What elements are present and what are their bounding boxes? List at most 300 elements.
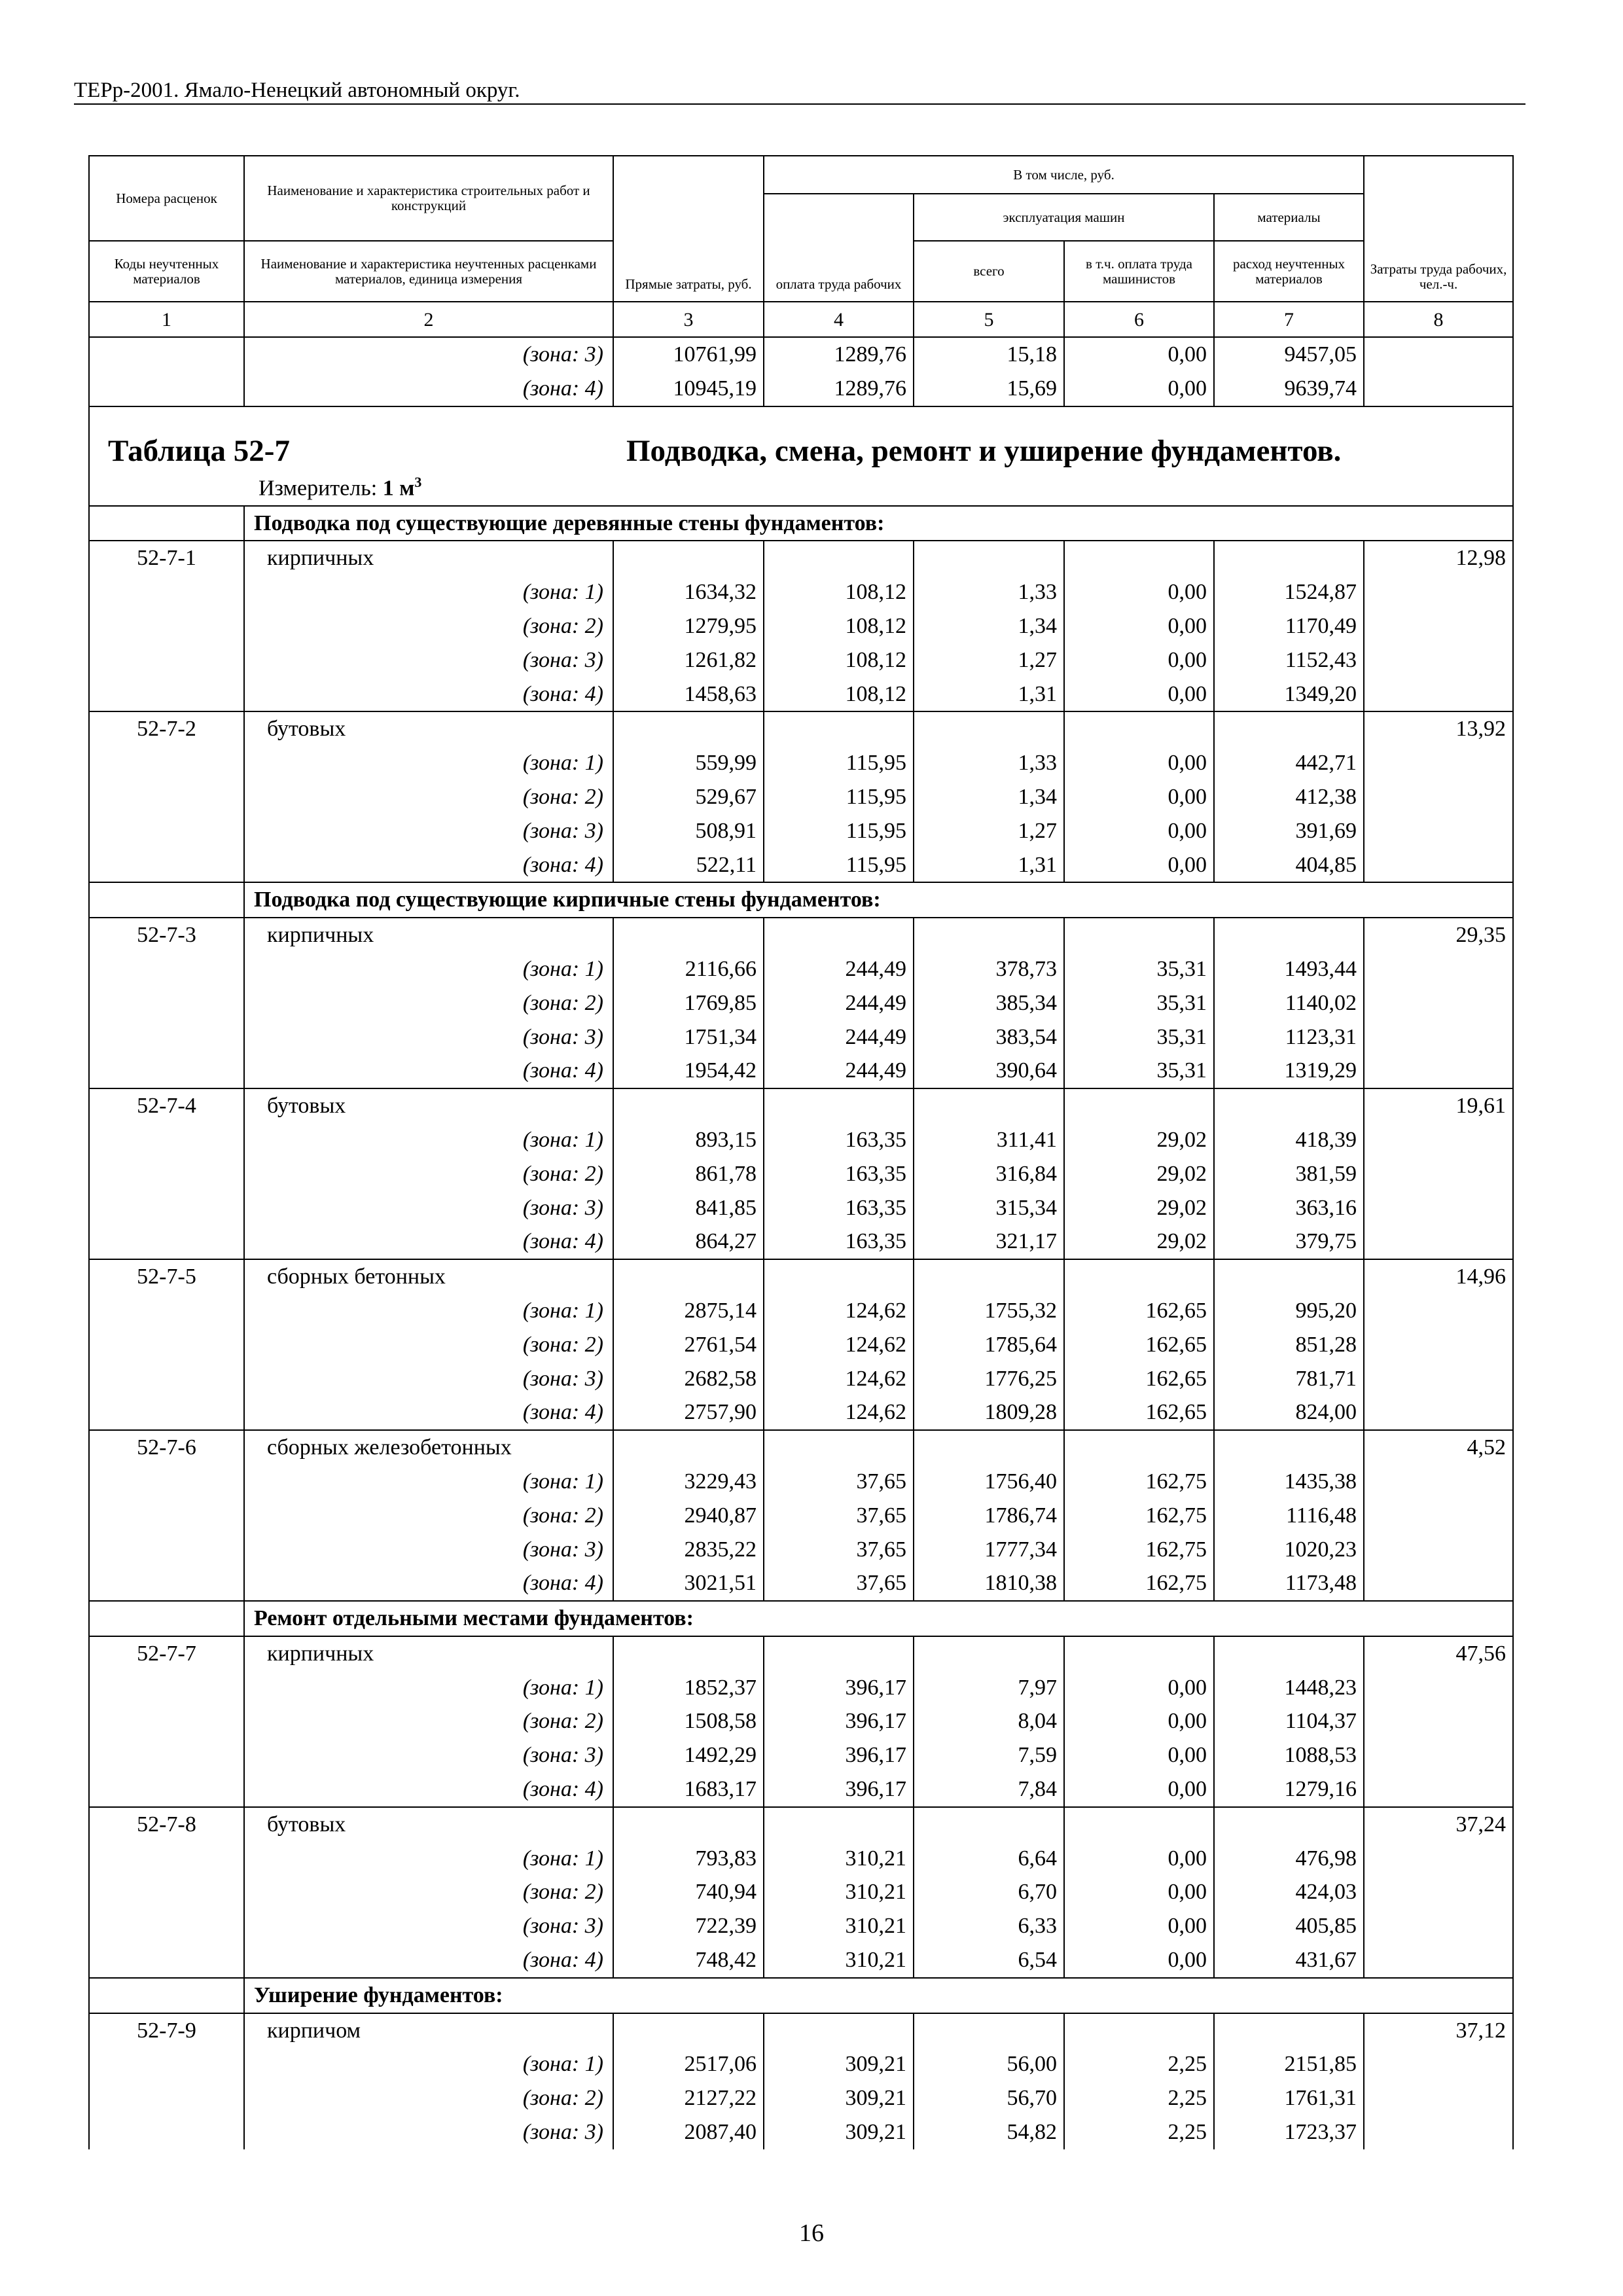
direct-value: 740,94	[613, 1875, 764, 1909]
header-including: В том числе, руб.	[764, 156, 1364, 194]
materials-value: 1761,31	[1214, 2081, 1364, 2115]
blank-cell	[89, 1601, 244, 1636]
zone-label: (зона: 2)	[244, 1328, 613, 1362]
wages-value: 124,62	[764, 1362, 914, 1396]
blank-cell	[89, 986, 244, 1020]
machines-value: 1,33	[914, 746, 1064, 780]
column-number: 2	[244, 302, 613, 337]
materials-value: 1088,53	[1214, 1738, 1364, 1772]
table-title: Подводка, смена, ремонт и уширение фундаментов.	[626, 433, 1342, 468]
blank-cell	[89, 1191, 244, 1225]
blank-cell	[89, 337, 244, 372]
materials-value: 2151,85	[1214, 2047, 1364, 2081]
blank-cell	[1364, 780, 1513, 814]
rate-code: 52-7-4	[89, 1088, 244, 1123]
machinists-value: 162,75	[1064, 1533, 1214, 1567]
machines-value: 6,64	[914, 1842, 1064, 1876]
materials-value	[1214, 541, 1364, 575]
machines-value: 383,54	[914, 1020, 1064, 1054]
machines-value: 7,84	[914, 1772, 1064, 1807]
blank-cell	[89, 780, 244, 814]
blank-cell	[89, 1978, 244, 2013]
direct-value: 508,91	[613, 814, 764, 848]
machines-value: 1810,38	[914, 1566, 1064, 1601]
machinists-value: 0,00	[1064, 1772, 1214, 1807]
blank-cell	[89, 1909, 244, 1943]
zone-label: (зона: 3)	[244, 2115, 613, 2149]
machines-value: 316,84	[914, 1157, 1064, 1191]
blank-cell	[1364, 372, 1513, 406]
wages-value: 244,49	[764, 986, 914, 1020]
direct-value: 2682,58	[613, 1362, 764, 1396]
machinists-value: 0,00	[1064, 337, 1214, 372]
machinists-value: 35,31	[1064, 1054, 1214, 1088]
machines-value	[914, 1807, 1064, 1842]
blank-cell	[89, 848, 244, 883]
zone-row	[89, 1225, 1513, 1259]
direct-value: 2127,22	[613, 2081, 764, 2115]
blank-cell	[1364, 2081, 1513, 2115]
zone-row	[89, 2115, 1513, 2149]
wages-value: 115,95	[764, 814, 914, 848]
work-name: сборных бетонных	[244, 1259, 613, 1294]
zone-row	[89, 372, 1513, 406]
blank-cell	[89, 609, 244, 643]
blank-cell	[1364, 1499, 1513, 1533]
materials-value: 431,67	[1214, 1943, 1364, 1978]
blank-cell	[89, 1294, 244, 1328]
wages-value: 124,62	[764, 1395, 914, 1430]
blank-cell	[89, 1157, 244, 1191]
column-number: 5	[914, 302, 1064, 337]
wages-value	[764, 1807, 914, 1842]
zone-label: (зона: 1)	[244, 952, 613, 986]
zone-row	[89, 986, 1513, 1020]
machines-value: 6,70	[914, 1875, 1064, 1909]
materials-value: 824,00	[1214, 1395, 1364, 1430]
unit-exponent: 3	[414, 473, 422, 490]
machinists-value: 29,02	[1064, 1191, 1214, 1225]
blank-cell	[89, 2081, 244, 2115]
materials-value	[1214, 711, 1364, 746]
zone-label: (зона: 2)	[244, 1499, 613, 1533]
machines-value: 311,41	[914, 1123, 1064, 1157]
wages-value: 108,12	[764, 609, 914, 643]
direct-value: 1683,17	[613, 1772, 764, 1807]
wages-value: 124,62	[764, 1294, 914, 1328]
zone-label: (зона: 1)	[244, 2047, 613, 2081]
work-name: кирпичом	[244, 2013, 613, 2048]
machines-value: 1,27	[914, 814, 1064, 848]
zone-label: (зона: 3)	[244, 643, 613, 677]
machines-value	[914, 2013, 1064, 2048]
header-rule	[74, 103, 1525, 105]
header-machines: эксплуатация машин	[914, 194, 1214, 241]
table-unit	[259, 474, 421, 501]
blank-cell	[1364, 1566, 1513, 1601]
materials-value	[1214, 1807, 1364, 1842]
direct-value: 1458,63	[613, 677, 764, 712]
zone-row	[89, 1123, 1513, 1157]
blank-cell	[89, 746, 244, 780]
zone-label: (зона: 4)	[244, 372, 613, 406]
zone-label: (зона: 1)	[244, 1465, 613, 1499]
direct-value: 1492,29	[613, 1738, 764, 1772]
blank-cell	[89, 1943, 244, 1978]
zone-row	[89, 1054, 1513, 1088]
column-number: 3	[613, 302, 764, 337]
blank-cell	[89, 1738, 244, 1772]
blank-cell	[1364, 1225, 1513, 1259]
wages-value: 108,12	[764, 575, 914, 609]
rate-code: 52-7-8	[89, 1807, 244, 1842]
materials-value: 1140,02	[1214, 986, 1364, 1020]
header-machines-total: всего	[914, 241, 1064, 302]
zone-label: (зона: 3)	[244, 1191, 613, 1225]
wages-value: 163,35	[764, 1225, 914, 1259]
direct-value: 1954,42	[613, 1054, 764, 1088]
labor-value: 19,61	[1364, 1088, 1513, 1123]
machines-value: 1,34	[914, 780, 1064, 814]
blank-cell	[1364, 1738, 1513, 1772]
machinists-value: 29,02	[1064, 1123, 1214, 1157]
zone-label: (зона: 4)	[244, 1395, 613, 1430]
materials-value	[1214, 2013, 1364, 2048]
machines-value: 378,73	[914, 952, 1064, 986]
header-materials: материалы	[1214, 194, 1364, 241]
zone-row	[89, 952, 1513, 986]
direct-value: 1769,85	[613, 986, 764, 1020]
machinists-value: 0,00	[1064, 1875, 1214, 1909]
wages-value: 115,95	[764, 780, 914, 814]
machines-value: 390,64	[914, 1054, 1064, 1088]
materials-value: 1020,23	[1214, 1533, 1364, 1567]
blank-cell	[1364, 575, 1513, 609]
blank-cell	[89, 1362, 244, 1396]
machinists-value: 0,00	[1064, 1738, 1214, 1772]
blank-cell	[89, 1054, 244, 1088]
materials-value: 1279,16	[1214, 1772, 1364, 1807]
blank-cell	[1364, 337, 1513, 372]
table-caption	[89, 406, 1513, 506]
zone-label: (зона: 4)	[244, 1566, 613, 1601]
machinists-value: 2,25	[1064, 2115, 1214, 2149]
materials-value: 1104,37	[1214, 1704, 1364, 1738]
wages-value	[764, 918, 914, 952]
machinists-value: 0,00	[1064, 1909, 1214, 1943]
machinists-value: 162,65	[1064, 1395, 1214, 1430]
materials-value: 9639,74	[1214, 372, 1364, 406]
blank-cell	[89, 1842, 244, 1876]
rate-row	[89, 711, 1513, 746]
machines-value: 1756,40	[914, 1465, 1064, 1499]
wages-value	[764, 711, 914, 746]
direct-value: 841,85	[613, 1191, 764, 1225]
rate-code: 52-7-1	[89, 541, 244, 575]
direct-value	[613, 2013, 764, 2048]
wages-value: 115,95	[764, 746, 914, 780]
blank-cell	[1364, 1191, 1513, 1225]
blank-cell	[89, 1704, 244, 1738]
zone-row	[89, 1294, 1513, 1328]
machinists-value: 0,00	[1064, 372, 1214, 406]
direct-value	[613, 1430, 764, 1465]
zone-row	[89, 677, 1513, 712]
header-name-alt: Наименование и характеристика неучтенных расценками материалов, единица измерения	[244, 241, 613, 302]
wages-value	[764, 1636, 914, 1671]
zone-label: (зона: 1)	[244, 1842, 613, 1876]
direct-value: 10761,99	[613, 337, 764, 372]
blank-cell	[1364, 1909, 1513, 1943]
wages-value: 244,49	[764, 1054, 914, 1088]
machines-value: 7,59	[914, 1738, 1064, 1772]
wages-value: 124,62	[764, 1328, 914, 1362]
zone-row	[89, 848, 1513, 883]
zone-row	[89, 1465, 1513, 1499]
machinists-value: 162,75	[1064, 1465, 1214, 1499]
labor-value: 4,52	[1364, 1430, 1513, 1465]
materials-value: 404,85	[1214, 848, 1364, 883]
blank-cell	[89, 1328, 244, 1362]
machines-value: 15,69	[914, 372, 1064, 406]
machines-value: 1777,34	[914, 1533, 1064, 1567]
direct-value: 748,42	[613, 1943, 764, 1978]
work-name: бутовых	[244, 711, 613, 746]
machines-value	[914, 1088, 1064, 1123]
labor-value: 14,96	[1364, 1259, 1513, 1294]
direct-value: 2835,22	[613, 1533, 764, 1567]
zone-row	[89, 1704, 1513, 1738]
machinists-value: 29,02	[1064, 1225, 1214, 1259]
machinists-value	[1064, 2013, 1214, 2048]
machinists-value: 162,65	[1064, 1294, 1214, 1328]
machinists-value: 0,00	[1064, 814, 1214, 848]
header-direct-costs: Прямые затраты, руб.	[613, 156, 764, 302]
zone-row	[89, 1362, 1513, 1396]
zone-row	[89, 1909, 1513, 1943]
materials-value: 995,20	[1214, 1294, 1364, 1328]
direct-value: 864,27	[613, 1225, 764, 1259]
materials-value: 1524,87	[1214, 575, 1364, 609]
zone-row	[89, 1566, 1513, 1601]
section-header-row	[89, 1601, 1513, 1636]
machines-value	[914, 711, 1064, 746]
machines-value: 56,70	[914, 2081, 1064, 2115]
direct-value	[613, 1636, 764, 1671]
machinists-value: 0,00	[1064, 1842, 1214, 1876]
materials-value: 1116,48	[1214, 1499, 1364, 1533]
zone-row	[89, 746, 1513, 780]
header-labor: Затраты труда рабочих, чел.-ч.	[1364, 156, 1513, 302]
running-header: ТЕРр-2001. Ямало-Ненецкий автономный округ.	[74, 79, 520, 102]
zone-row	[89, 1191, 1513, 1225]
wages-value: 309,21	[764, 2115, 914, 2149]
zone-label: (зона: 2)	[244, 2081, 613, 2115]
blank-cell	[1364, 1294, 1513, 1328]
direct-value	[613, 1807, 764, 1842]
work-name: кирпичных	[244, 918, 613, 952]
machinists-value: 0,00	[1064, 575, 1214, 609]
machines-value: 6,33	[914, 1909, 1064, 1943]
materials-value: 1448,23	[1214, 1671, 1364, 1705]
machinists-value: 0,00	[1064, 848, 1214, 883]
direct-value: 2517,06	[613, 2047, 764, 2081]
wages-value: 396,17	[764, 1738, 914, 1772]
rate-row	[89, 1088, 1513, 1123]
blank-cell	[1364, 2047, 1513, 2081]
section-header-row	[89, 506, 1513, 541]
zone-row	[89, 1738, 1513, 1772]
blank-cell	[89, 1533, 244, 1567]
direct-value: 2087,40	[613, 2115, 764, 2149]
blank-cell	[1364, 1704, 1513, 1738]
materials-value: 1170,49	[1214, 609, 1364, 643]
machines-value	[914, 1430, 1064, 1465]
zone-row	[89, 643, 1513, 677]
blank-cell	[1364, 1123, 1513, 1157]
header-name: Наименование и характеристика строительных работ и конструкций	[244, 156, 613, 241]
rate-code: 52-7-9	[89, 2013, 244, 2048]
zone-label: (зона: 4)	[244, 677, 613, 712]
wages-value: 37,65	[764, 1465, 914, 1499]
materials-value: 1435,38	[1214, 1465, 1364, 1499]
machinists-value: 35,31	[1064, 986, 1214, 1020]
blank-cell	[89, 952, 244, 986]
materials-value: 476,98	[1214, 1842, 1364, 1876]
column-number: 8	[1364, 302, 1513, 337]
direct-value: 10945,19	[613, 372, 764, 406]
zone-label: (зона: 4)	[244, 1943, 613, 1978]
zone-label: (зона: 1)	[244, 1671, 613, 1705]
zone-row	[89, 2047, 1513, 2081]
materials-value	[1214, 1259, 1364, 1294]
rate-code: 52-7-2	[89, 711, 244, 746]
wages-value: 1289,76	[764, 372, 914, 406]
machines-value: 1785,64	[914, 1328, 1064, 1362]
direct-value: 2116,66	[613, 952, 764, 986]
direct-value: 1634,32	[613, 575, 764, 609]
wages-value: 309,21	[764, 2047, 914, 2081]
machinists-value: 0,00	[1064, 1943, 1214, 1978]
direct-value: 529,67	[613, 780, 764, 814]
blank-cell	[1364, 1533, 1513, 1567]
blank-cell	[1364, 677, 1513, 712]
header-codes: Номера расценок	[89, 156, 244, 241]
rate-code: 52-7-7	[89, 1636, 244, 1671]
machines-value: 1776,25	[914, 1362, 1064, 1396]
wages-value: 37,65	[764, 1566, 914, 1601]
direct-value: 3021,51	[613, 1566, 764, 1601]
direct-value: 3229,43	[613, 1465, 764, 1499]
direct-value: 2940,87	[613, 1499, 764, 1533]
zone-row	[89, 1943, 1513, 1978]
machines-value: 1,31	[914, 848, 1064, 883]
wages-value	[764, 541, 914, 575]
machinists-value: 0,00	[1064, 746, 1214, 780]
machines-value: 1,27	[914, 643, 1064, 677]
materials-value: 1123,31	[1214, 1020, 1364, 1054]
section-title: Подводка под существующие деревянные стены фундаментов:	[244, 506, 1513, 541]
zone-label: (зона: 2)	[244, 1704, 613, 1738]
unit-prefix: Измеритель:	[259, 475, 378, 500]
blank-cell	[89, 2047, 244, 2081]
blank-cell	[1364, 1362, 1513, 1396]
work-name: кирпичных	[244, 1636, 613, 1671]
blank-cell	[1364, 1465, 1513, 1499]
work-name: кирпичных	[244, 541, 613, 575]
zone-row	[89, 1020, 1513, 1054]
wages-value	[764, 2013, 914, 2048]
direct-value: 1852,37	[613, 1671, 764, 1705]
section-title: Уширение фундаментов:	[244, 1978, 1513, 2013]
wages-value: 310,21	[764, 1909, 914, 1943]
rate-row	[89, 1636, 1513, 1671]
zone-row	[89, 575, 1513, 609]
direct-value: 1261,82	[613, 643, 764, 677]
zone-label: (зона: 1)	[244, 746, 613, 780]
blank-cell	[1364, 1875, 1513, 1909]
materials-value: 442,71	[1214, 746, 1364, 780]
wages-value: 163,35	[764, 1157, 914, 1191]
blank-cell	[1364, 952, 1513, 986]
wages-value: 163,35	[764, 1191, 914, 1225]
machinists-value: 0,00	[1064, 1671, 1214, 1705]
zone-row	[89, 1395, 1513, 1430]
machinists-value: 2,25	[1064, 2047, 1214, 2081]
direct-value: 559,99	[613, 746, 764, 780]
zone-row	[89, 780, 1513, 814]
header-materials-unaccounted: расход неучтенных материалов	[1214, 241, 1364, 302]
materials-value: 379,75	[1214, 1225, 1364, 1259]
wages-value: 310,21	[764, 1943, 914, 1978]
direct-value: 2761,54	[613, 1328, 764, 1362]
machines-value: 1,31	[914, 677, 1064, 712]
zone-label: (зона: 4)	[244, 1772, 613, 1807]
machines-value: 1,33	[914, 575, 1064, 609]
section-title: Подводка под существующие кирпичные стены фундаментов:	[244, 882, 1513, 918]
wages-value: 37,65	[764, 1499, 914, 1533]
wages-value: 396,17	[764, 1671, 914, 1705]
labor-value: 13,92	[1364, 711, 1513, 746]
zone-row	[89, 1499, 1513, 1533]
materials-value: 1723,37	[1214, 2115, 1364, 2149]
direct-value: 722,39	[613, 1909, 764, 1943]
materials-value: 363,16	[1214, 1191, 1364, 1225]
wages-value: 163,35	[764, 1123, 914, 1157]
machines-value: 1809,28	[914, 1395, 1064, 1430]
rate-code: 52-7-3	[89, 918, 244, 952]
blank-cell	[89, 1875, 244, 1909]
labor-value: 37,24	[1364, 1807, 1513, 1842]
machines-value: 1786,74	[914, 1499, 1064, 1533]
section-title: Ремонт отдельными местами фундаментов:	[244, 1601, 1513, 1636]
machines-value: 321,17	[914, 1225, 1064, 1259]
wages-value	[764, 1088, 914, 1123]
wages-value: 310,21	[764, 1842, 914, 1876]
direct-value: 1751,34	[613, 1020, 764, 1054]
zone-label: (зона: 1)	[244, 1123, 613, 1157]
materials-value: 781,71	[1214, 1362, 1364, 1396]
rate-row	[89, 1259, 1513, 1294]
blank-cell	[89, 1671, 244, 1705]
machinists-value: 2,25	[1064, 2081, 1214, 2115]
zone-row	[89, 1328, 1513, 1362]
labor-value: 29,35	[1364, 918, 1513, 952]
zone-label: (зона: 1)	[244, 1294, 613, 1328]
blank-cell	[89, 814, 244, 848]
header-codes-alt: Коды неучтенных материалов	[89, 241, 244, 302]
direct-value	[613, 711, 764, 746]
